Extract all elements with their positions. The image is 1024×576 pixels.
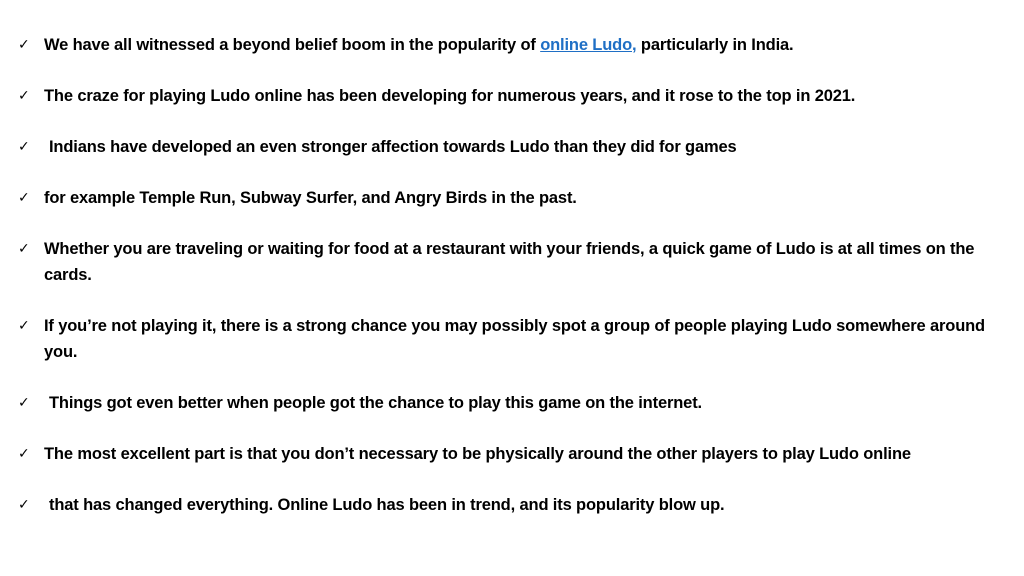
bullet-item — [18, 313, 993, 365]
bullet-item — [18, 492, 993, 518]
bullet-item — [18, 134, 993, 160]
bullet-text: Whether you are traveling or waiting for food at a restaurant with your friends, a quick game of Ludo is at all times on the cards. — [44, 240, 975, 284]
check-mark-icon: ✓ — [18, 446, 30, 462]
bullet-text: that has changed everything. Online Ludo has been in trend, and its popularity blow up. — [49, 496, 725, 514]
check-mark-icon: ✓ — [18, 139, 30, 155]
check-mark-icon: ✓ — [18, 241, 30, 257]
bullet-item — [18, 185, 993, 211]
check-mark-icon: ✓ — [18, 37, 30, 53]
bullet-item — [18, 32, 993, 58]
bullet-list — [18, 32, 993, 543]
bullet-text: If you’re not playing it, there is a strong chance you may possibly spot a group of people playing Ludo somewhere around you. — [44, 317, 985, 361]
bullet-text: particularly in India. — [636, 36, 794, 54]
bullet-text: The craze for playing Ludo online has been developing for numerous years, and it rose to the top in 2021. — [44, 87, 856, 105]
check-mark-icon: ✓ — [18, 318, 30, 334]
bullet-item — [18, 441, 993, 467]
bullet-text: for example Temple Run, Subway Surfer, and Angry Birds in the past. — [44, 189, 577, 207]
bullet-text: Things got even better when people got the chance to play this game on the internet. — [49, 394, 702, 412]
check-mark-icon: ✓ — [18, 88, 30, 104]
check-mark-icon: ✓ — [18, 395, 30, 411]
check-mark-icon: ✓ — [18, 497, 30, 513]
bullet-text: We have all witnessed a beyond belief boom in the popularity of — [44, 36, 541, 54]
online-ludo-link[interactable]: online Ludo, — [540, 36, 637, 54]
bullet-item — [18, 83, 993, 109]
bullet-item — [18, 390, 993, 416]
check-mark-icon: ✓ — [18, 190, 30, 206]
bullet-item — [18, 236, 993, 288]
bullet-text: The most excellent part is that you don’t necessary to be physically around the other players to play Ludo online — [44, 445, 911, 463]
bullet-text: Indians have developed an even stronger affection towards Ludo than they did for games — [49, 138, 737, 156]
